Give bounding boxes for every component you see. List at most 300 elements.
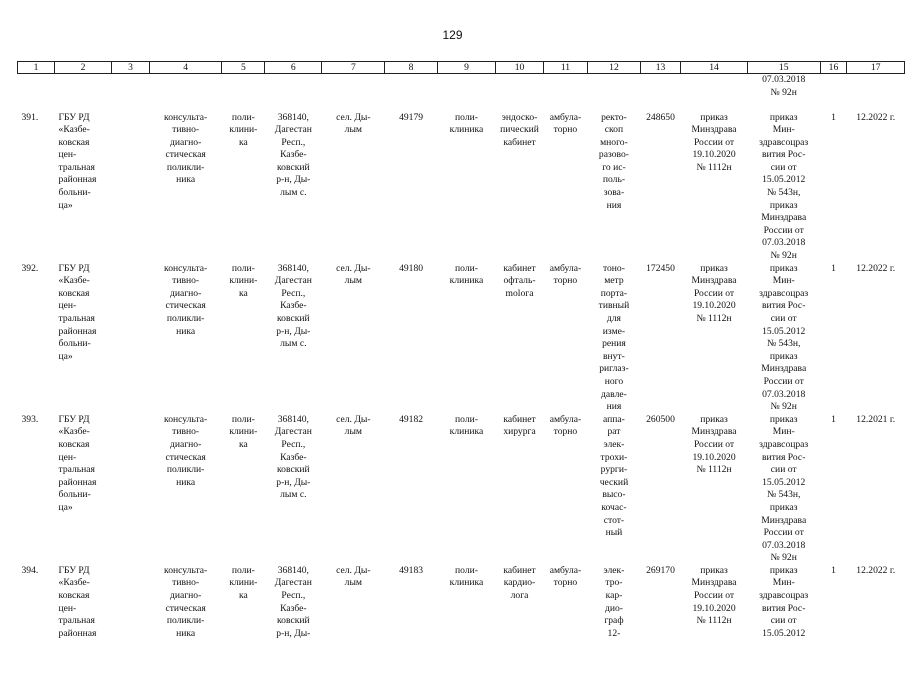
text-line: стот- — [603, 514, 625, 526]
text-line: ный — [605, 527, 623, 539]
locality — [322, 565, 385, 685]
table-row — [18, 112, 905, 263]
text-line: ческий — [599, 476, 629, 488]
text-line: 260500 — [646, 413, 675, 425]
text-line: амбула- — [549, 111, 582, 123]
text-line: сел. Ды- — [336, 111, 371, 123]
text-line: клиника — [449, 124, 484, 136]
text-line: тивно- — [172, 275, 200, 287]
text-line: сии от — [770, 161, 797, 173]
page-number: 129 — [442, 28, 463, 42]
due-date — [847, 263, 905, 414]
text-line: ковская — [58, 590, 90, 602]
text-line: № 92н — [770, 401, 797, 413]
text-line: ния — [606, 199, 622, 211]
text-line: ника — [176, 174, 196, 186]
text-line: консульта- — [164, 111, 208, 123]
text-line: ка — [238, 136, 248, 148]
text-line: 12.2022 г. — [856, 262, 896, 274]
facility-type — [222, 565, 265, 685]
room — [496, 565, 544, 685]
empty-cell — [543, 74, 587, 112]
division — [437, 565, 496, 685]
order-reference — [681, 112, 748, 263]
text-line: стическая — [165, 602, 206, 614]
text-line: ковский — [277, 313, 310, 324]
empty-cell — [222, 74, 265, 112]
text-line: 15.05.2012 — [762, 325, 806, 337]
organization-name — [55, 263, 112, 414]
price — [640, 414, 680, 565]
text-line: кар- — [605, 590, 623, 602]
carryover-row — [18, 74, 905, 112]
text-line: вития Рос- — [762, 602, 806, 614]
text-line: 269170 — [646, 564, 675, 576]
text-line: диагно- — [169, 590, 202, 602]
text-line: 368140, — [277, 111, 309, 123]
text-line: 368140, — [277, 413, 309, 425]
text-line: ца» — [58, 350, 73, 362]
regulatory-orders — [747, 263, 820, 414]
text-line: цен- — [58, 451, 77, 463]
text-line: тральная — [58, 464, 95, 476]
text-line: приказ — [700, 413, 728, 425]
due-date — [847, 565, 905, 685]
text-line: поликли- — [166, 464, 205, 476]
text-line: пический — [500, 124, 539, 136]
text-line: Казбе- — [280, 602, 307, 614]
room — [496, 112, 544, 263]
text-line: больни- — [58, 338, 91, 350]
empty-cell — [18, 74, 55, 112]
code — [385, 565, 437, 685]
text-line: районная — [58, 627, 97, 639]
division — [437, 112, 496, 263]
text-line: поли- — [455, 111, 478, 123]
row-number: 394. — [21, 564, 39, 576]
text-line: Казбе- — [280, 300, 307, 312]
text-line: 248650 — [646, 111, 675, 123]
text-line: офталь- — [503, 275, 536, 287]
empty-cell — [437, 74, 496, 112]
organization-name — [55, 565, 112, 685]
text-line: сел. Ды- — [336, 262, 371, 274]
text-line: амбула- — [549, 262, 582, 274]
text-line: № 92н — [770, 250, 797, 262]
text-line: цен- — [58, 149, 77, 161]
text-line: лым с. — [280, 187, 307, 199]
text-line: Казбе- — [280, 149, 307, 161]
text-line: № 92н — [770, 552, 797, 564]
text-line: трохи- — [600, 451, 628, 463]
order-reference — [681, 565, 748, 685]
empty-cell — [588, 74, 641, 112]
text-line: ректо- — [601, 111, 627, 123]
empty-cell — [322, 74, 385, 112]
equipment-name — [588, 263, 641, 414]
text-line: кабинет — [503, 262, 536, 274]
column-number-row — [18, 62, 905, 74]
text-line: амбула- — [549, 413, 582, 425]
text-line: порта- — [600, 287, 628, 299]
text-line: рурги- — [600, 464, 628, 476]
code — [385, 112, 437, 263]
text-line: дио- — [604, 602, 623, 614]
text-line: «Казбе- — [58, 577, 90, 589]
text-line: высо- — [602, 489, 626, 501]
text-line: России от — [693, 287, 735, 299]
text-line: торно — [553, 577, 578, 589]
text-line: го ис- — [602, 161, 626, 173]
column-number: 1 — [18, 62, 55, 74]
text-line: ГБУ РД — [58, 111, 90, 123]
empty-cell — [496, 74, 544, 112]
text-line: много- — [600, 136, 628, 148]
text-line: давле- — [601, 388, 627, 400]
text-line: граф — [604, 615, 624, 627]
text-line: кабинет — [503, 413, 536, 425]
text-line: 07.03.2018 — [762, 74, 806, 85]
text-line: 15.05.2012 — [762, 174, 806, 186]
text-line: № 543н, — [766, 489, 801, 501]
text-line: здравсоцраз — [759, 590, 809, 602]
text-line: Дагестан — [274, 124, 312, 136]
text-line: сии от — [770, 313, 797, 324]
care-form — [543, 263, 587, 414]
text-line: Респ., — [281, 287, 306, 299]
text-line: тральная — [58, 313, 95, 324]
text-line: Минздрава — [761, 212, 807, 224]
column-number: 4 — [150, 62, 222, 74]
text-line: диагно- — [169, 287, 202, 299]
text-line: поли- — [231, 413, 255, 425]
text-line: районная — [58, 476, 97, 488]
column-number: 6 — [265, 62, 322, 74]
text-line: тральная — [58, 161, 95, 173]
text-line: сии от — [770, 464, 797, 476]
column-number: 14 — [681, 62, 748, 74]
price — [640, 112, 680, 263]
text-line: Мин- — [772, 124, 795, 136]
organization-name — [55, 112, 112, 263]
text-line: приказ — [769, 199, 798, 211]
care-form — [543, 112, 587, 263]
text-line: России от — [693, 590, 735, 602]
equipment-name — [588, 565, 641, 685]
text-line: для — [606, 313, 621, 324]
facility-type — [222, 263, 265, 414]
text-line: поли- — [455, 564, 478, 576]
text-line: внут- — [603, 350, 625, 362]
text-line: клини- — [229, 275, 258, 287]
text-line: элек- — [603, 564, 625, 576]
empty-cell — [385, 74, 437, 112]
column-number: 7 — [322, 62, 385, 74]
text-line: метр — [604, 275, 624, 287]
table-row — [18, 414, 905, 565]
order-reference — [681, 414, 748, 565]
text-line: элек- — [603, 438, 625, 450]
text-line: кардио- — [503, 577, 536, 589]
text-line: р-н, Ды- — [276, 325, 311, 337]
text-line: 19.10.2020 — [692, 602, 736, 614]
facility-type — [222, 414, 265, 565]
text-line: лым с. — [280, 489, 307, 501]
text-line: тивно- — [172, 426, 200, 438]
text-line: клиника — [449, 426, 484, 438]
text-line: России от — [763, 375, 804, 387]
text-line: 19.10.2020 — [692, 451, 736, 463]
empty-cell — [820, 74, 847, 112]
room — [496, 414, 544, 565]
text-line: 07.03.2018 — [762, 388, 806, 400]
text-line: поли- — [231, 262, 255, 274]
text-line: Минздрава — [691, 577, 737, 589]
text-line: лым — [344, 426, 362, 438]
text-line: тоно- — [602, 262, 625, 274]
text-line: Респ., — [281, 590, 306, 602]
table-row — [18, 565, 905, 685]
text-line: лым с. — [280, 338, 307, 350]
text-line: поли- — [455, 413, 478, 425]
text-line: 368140, — [277, 564, 309, 576]
text-line: приказ — [700, 564, 728, 576]
text-line: риглаз- — [599, 363, 629, 375]
empty-cell — [640, 74, 680, 112]
text-line: приказ — [769, 501, 798, 513]
text-line: больни- — [58, 489, 91, 501]
column-number: 16 — [820, 62, 847, 74]
text-line: стическая — [165, 300, 206, 312]
order-reference — [681, 263, 748, 414]
organization-name — [55, 414, 112, 565]
text-line: ного — [604, 375, 624, 387]
quantity — [820, 112, 847, 263]
text-line: «Казбе- — [58, 275, 90, 287]
text-line: р-н, Ды- — [276, 476, 311, 488]
text-line: Минздрава — [761, 514, 807, 526]
text-line: разово- — [598, 149, 629, 161]
text-line: 1 — [831, 564, 836, 576]
column-number: 3 — [112, 62, 150, 74]
text-line: 15.05.2012 — [762, 476, 806, 488]
care-form — [543, 565, 587, 685]
address — [265, 263, 322, 414]
text-line: клини- — [229, 426, 258, 438]
text-line: вития Рос- — [762, 149, 806, 161]
room — [496, 263, 544, 414]
text-line: 172450 — [646, 262, 675, 274]
text-line: здравсоцраз — [759, 287, 809, 299]
text-line: тральная — [58, 615, 95, 627]
department — [150, 263, 222, 414]
text-line: ковская — [58, 136, 90, 148]
department — [150, 565, 222, 685]
column-number: 17 — [847, 62, 905, 74]
col-3 — [112, 414, 150, 565]
due-date — [847, 112, 905, 263]
text-line: «Казбе- — [58, 124, 90, 136]
text-line: Минздрава — [691, 124, 737, 136]
row-number: 391. — [21, 111, 39, 123]
text-line: здравсоцраз — [759, 136, 809, 148]
address — [265, 112, 322, 263]
text-line: ковская — [58, 287, 90, 299]
text-line: диагно- — [169, 438, 202, 450]
text-line: Респ., — [281, 136, 306, 148]
text-line: № 1112н — [696, 615, 732, 627]
text-line: поли- — [231, 111, 255, 123]
column-number: 10 — [496, 62, 544, 74]
text-line: России от — [763, 527, 804, 539]
equipment-name — [588, 112, 641, 263]
locality — [322, 263, 385, 414]
text-line: ка — [238, 287, 248, 299]
address — [265, 414, 322, 565]
text-line: ца» — [58, 199, 73, 211]
column-number: 11 — [543, 62, 587, 74]
text-line: ковский — [277, 615, 310, 627]
equipment-name — [588, 414, 641, 565]
column-number: 2 — [55, 62, 112, 74]
text-line: эндоско- — [501, 111, 538, 123]
text-line: амбула- — [549, 564, 582, 576]
text-line: 49182 — [399, 413, 424, 425]
text-line: консульта- — [164, 413, 208, 425]
text-line: ника — [176, 325, 196, 337]
regulatory-orders — [747, 414, 820, 565]
division — [437, 263, 496, 414]
text-line: № 543н, — [766, 338, 801, 350]
text-line: 49183 — [399, 564, 424, 576]
table-body — [18, 74, 905, 685]
text-line: ГБУ РД — [58, 413, 90, 425]
text-line: аппа- — [603, 413, 625, 425]
text-line: тивный — [598, 300, 630, 312]
col-3 — [112, 565, 150, 685]
column-number: 5 — [222, 62, 265, 74]
code — [385, 263, 437, 414]
division — [437, 414, 496, 565]
column-number: 8 — [385, 62, 437, 74]
text-line: кабинет — [503, 136, 536, 148]
text-line: ГБУ РД — [58, 564, 90, 576]
text-line: ковский — [277, 161, 310, 173]
text-line: клиника — [449, 577, 484, 589]
text-line: России от — [693, 438, 735, 450]
text-line: сел. Ды- — [336, 564, 371, 576]
text-line: 368140, — [277, 262, 309, 274]
text-line: поли- — [231, 564, 255, 576]
text-line: 07.03.2018 — [762, 539, 806, 551]
text-line: поликли- — [166, 615, 205, 627]
text-line: Минздрава — [691, 275, 737, 287]
equipment-table — [17, 61, 905, 685]
text-line: поль- — [602, 174, 626, 186]
text-line: ГБУ РД — [58, 262, 90, 274]
text-line: тро- — [605, 577, 623, 589]
text-line: 1 — [831, 262, 836, 274]
text-line: клини- — [229, 124, 258, 136]
empty-cell — [681, 74, 748, 112]
text-line: Казбе- — [280, 451, 307, 463]
text-line: 1 — [831, 111, 836, 123]
address — [265, 565, 322, 685]
text-line: сии от — [770, 615, 797, 627]
text-line: лога — [510, 590, 529, 602]
text-line: 49180 — [399, 262, 424, 274]
text-line: зова- — [603, 187, 625, 199]
text-line: стическая — [165, 451, 206, 463]
text-line: районная — [58, 174, 97, 186]
text-line: поликли- — [166, 313, 205, 324]
text-line: больни- — [58, 187, 91, 199]
text-line: Мин- — [772, 577, 795, 589]
text-line: изме- — [602, 325, 626, 337]
text-line: клини- — [229, 577, 258, 589]
empty-cell — [265, 74, 322, 112]
text-line: «Казбе- — [58, 426, 90, 438]
text-line: приказ — [769, 564, 798, 576]
text-line: диагно- — [169, 136, 202, 148]
price — [640, 263, 680, 414]
text-line: здравсоцраз — [759, 438, 809, 450]
text-line: стическая — [165, 149, 206, 161]
quantity — [820, 565, 847, 685]
text-line: тивно- — [172, 577, 200, 589]
text-line: поли- — [455, 262, 478, 274]
text-line: кабинет — [503, 564, 536, 576]
locality — [322, 112, 385, 263]
text-line: вития Рос- — [762, 451, 806, 463]
text-line: № 543н, — [766, 187, 801, 199]
text-line: приказ — [769, 413, 798, 425]
regulatory-orders — [747, 565, 820, 685]
column-number: 15 — [747, 62, 820, 74]
due-date — [847, 414, 905, 565]
text-line: № 92н — [770, 86, 797, 98]
row-number: 393. — [21, 413, 39, 425]
department — [150, 112, 222, 263]
text-line: вития Рос- — [762, 300, 806, 312]
text-line: 15.05.2012 — [762, 627, 806, 639]
text-line: molога — [505, 287, 534, 299]
text-line: торно — [553, 124, 578, 136]
text-line: поликли- — [166, 161, 205, 173]
text-line: № 1112н — [696, 464, 732, 476]
text-line: приказ — [700, 262, 728, 274]
text-line: цен- — [58, 300, 77, 312]
text-line: хирурга — [503, 426, 536, 438]
text-line: рат — [607, 426, 621, 438]
text-line: № 1112н — [696, 161, 732, 173]
text-line: районная — [58, 325, 97, 337]
department — [150, 414, 222, 565]
text-line: ника — [176, 627, 196, 639]
text-line: лым — [344, 124, 362, 136]
facility-type — [222, 112, 265, 263]
quantity — [820, 414, 847, 565]
empty-cell — [150, 74, 222, 112]
column-number: 13 — [640, 62, 680, 74]
text-line: тивно- — [172, 124, 200, 136]
text-line: цен- — [58, 602, 77, 614]
column-number: 9 — [437, 62, 496, 74]
text-line: Мин- — [772, 275, 795, 287]
col-3 — [112, 263, 150, 414]
text-line: клиника — [449, 275, 484, 287]
care-form — [543, 414, 587, 565]
